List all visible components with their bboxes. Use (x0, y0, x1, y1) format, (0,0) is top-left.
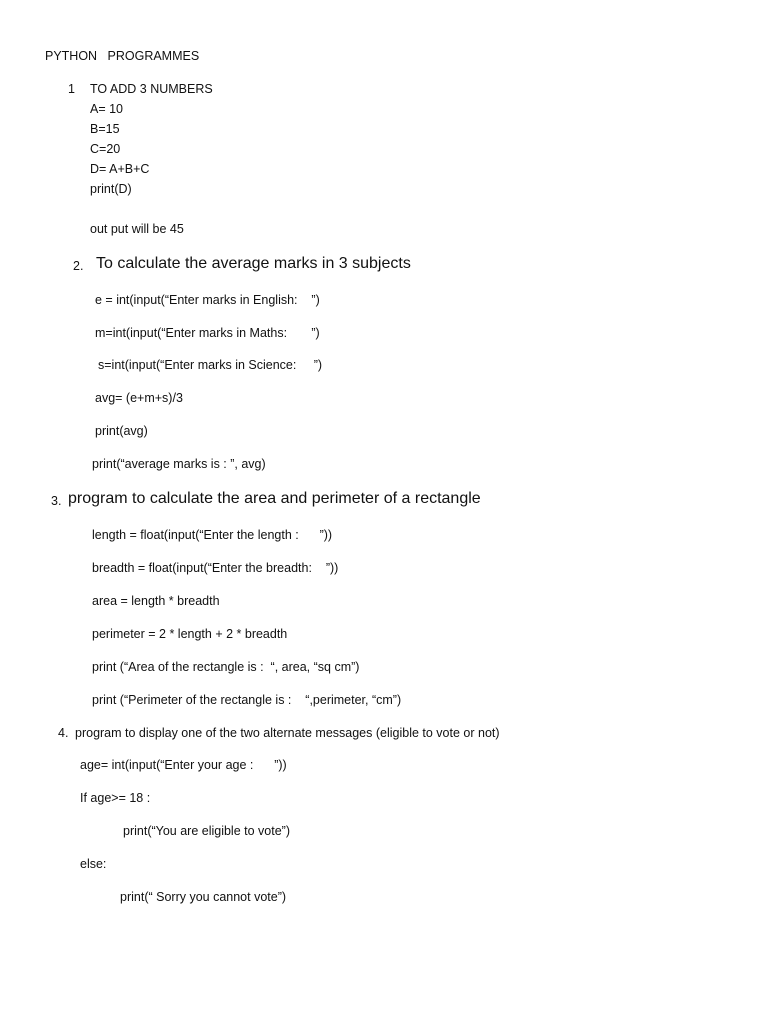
section-3-heading: program to calculate the area and perimeter of a rectangle (68, 490, 481, 507)
section-3-number: 3. (51, 494, 62, 508)
code-line: avg= (e+m+s)/3 (95, 391, 183, 405)
code-line: A= 10 (90, 102, 124, 116)
section-4-heading: program to display one of the two alternate messages (eligible to vote or not) (75, 726, 500, 740)
code-line: print(“average marks is : ”, avg) (92, 457, 266, 471)
document-title: PYTHON PROGRAMMES (45, 49, 200, 63)
code-line: print(“You are eligible to vote”) (123, 824, 290, 838)
code-line: D= A+B+C (90, 162, 150, 176)
section-1-heading: TO ADD 3 NUMBERS (90, 82, 213, 96)
code-line: print(D) (90, 182, 132, 196)
code-line: e = int(input(“Enter marks in English: ”) (95, 293, 320, 307)
code-line: length = float(input(“Enter the length : ”)) (92, 528, 333, 542)
code-line: area = length * breadth (92, 594, 220, 608)
output-note: out put will be 45 (90, 222, 184, 236)
code-line: print(avg) (95, 424, 148, 438)
code-line: print(“ Sorry you cannot vote”) (120, 890, 287, 904)
code-line: print (“Perimeter of the rectangle is : “,perimeter, “cm”) (92, 693, 402, 707)
section-2-heading: To calculate the average marks in 3 subjects (96, 255, 411, 272)
code-line: B=15 (90, 122, 120, 136)
code-line: m=int(input(“Enter marks in Maths: ”) (95, 326, 320, 340)
section-2-number: 2. (73, 259, 84, 273)
code-line: age= int(input(“Enter your age : ”)) (80, 758, 287, 772)
code-line: perimeter = 2 * length + 2 * breadth (92, 627, 288, 641)
section-1-number: 1 (68, 82, 75, 96)
code-line: print (“Area of the rectangle is : “, area, “sq cm”) (92, 660, 360, 674)
code-line: breadth = float(input(“Enter the breadth: ”)) (92, 561, 339, 575)
code-line: If age>= 18 : (80, 791, 151, 805)
code-line: s=int(input(“Enter marks in Science: ”) (98, 358, 323, 372)
section-4-number: 4. (58, 726, 69, 740)
code-line: C=20 (90, 142, 121, 156)
code-line: else: (80, 857, 107, 871)
